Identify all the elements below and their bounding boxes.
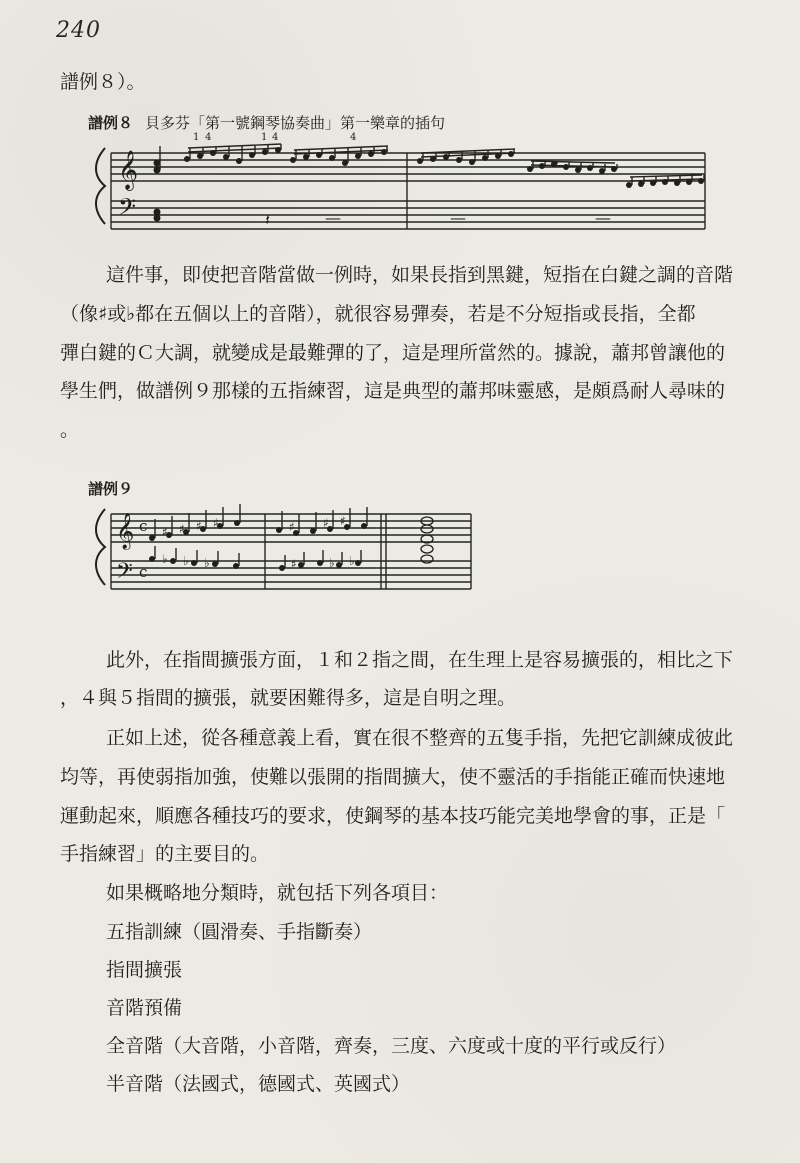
example-9-label: 譜例９ <box>88 480 134 498</box>
example-8-brace <box>96 148 105 224</box>
paragraph-1-line-2: （像♯或♭都在五個以上的音階），就很容易彈奏，若是不分短指或長指，全都 <box>60 303 696 325</box>
svg-text:♯: ♯ <box>162 525 168 539</box>
rest-1: 𝄽 <box>265 210 270 229</box>
fingering-3: 1 <box>261 132 268 143</box>
example-8-title: 貝多芬「第一號鋼琴協奏曲」第一樂章的插句 <box>145 114 446 132</box>
paragraph-2-line-1: 此外，在指間擴張方面，１和２指之間，在生理上是容易擴張的，相比之下 <box>106 649 734 671</box>
example-9-brace <box>96 509 105 585</box>
rest-2: — <box>325 208 341 227</box>
svg-text:♯: ♯ <box>323 516 329 530</box>
example-8-fingerings <box>193 132 356 143</box>
example-9-time-treble: c <box>139 517 148 535</box>
list-item-4: 全音階（大音階，小音階，齊奏，三度、六度或十度的平行或反行） <box>106 1035 677 1057</box>
list-item-2: 指間擴張 <box>106 959 183 981</box>
list-item-1: 五指訓練（圓滑奏、手指斷奏） <box>106 921 373 943</box>
fingering-5: 4 <box>350 132 357 143</box>
example-9-bass-clef: 𝄢 <box>116 559 133 589</box>
svg-text:♭: ♭ <box>204 556 210 570</box>
svg-text:♯: ♯ <box>196 519 202 533</box>
example-9-treble-clef: 𝄞 <box>116 513 135 549</box>
paragraph-3-line-1: 正如上述，從各種意義上看，實在很不整齊的五隻手指，先把它訓練成彼此 <box>106 727 734 749</box>
paragraph-1-line-1: 這件事，即使把音階當做一例時，如果長指到黑鍵，短指在白鍵之調的音階 <box>106 264 734 286</box>
paragraph-1-line-4: 學生們，做譜例９那樣的五指練習，這是典型的蕭邦味靈感，是頗爲耐人尋味的 <box>60 380 726 402</box>
svg-text:♯: ♯ <box>213 516 219 530</box>
fingering-1: 1 <box>193 132 200 143</box>
paragraph-4: 如果概略地分類時，就包括下列各項目： <box>106 882 449 904</box>
intro-line: 譜例８）。 <box>60 71 146 93</box>
example-8-bass-clef: 𝄢 <box>118 193 137 226</box>
paragraph-3-line-3: 運動起來，順應各種技巧的要求，使鋼琴的基本技巧能完美地學會的事，正是「 <box>60 805 726 827</box>
example-8-label: 譜例８ <box>88 114 134 132</box>
svg-text:♭: ♭ <box>183 554 189 568</box>
fingering-4: 4 <box>272 132 279 143</box>
fingering-2: 4 <box>205 132 212 143</box>
example-8-notes <box>154 144 705 229</box>
svg-text:♯: ♯ <box>291 557 297 571</box>
list-item-3: 音階預備 <box>106 997 183 1019</box>
svg-text:♭: ♭ <box>329 556 335 570</box>
paragraph-1-line-3: 彈白鍵的Ｃ大調，就變成是最難彈的了，這是理所當然的。據說，蕭邦曾讓他的 <box>60 342 726 364</box>
svg-text:♭: ♭ <box>349 554 355 568</box>
rest-3: — <box>450 208 466 227</box>
example-9-time-bass: c <box>139 563 148 581</box>
page-number: 240 <box>56 18 101 43</box>
list-item-5: 半音階（法國式，德國式、英國式） <box>106 1073 411 1095</box>
svg-text:♯: ♯ <box>340 514 346 528</box>
paragraph-3-line-2: 均等，再使弱指加強，使難以張開的指間擴大，使不靈活的手指能正確而快速地 <box>60 766 726 788</box>
paragraph-2-line-2: ，４與５指間的擴張，就要困難得多，這是自明之理。 <box>60 687 517 709</box>
example-8-bass-staff <box>111 201 705 229</box>
svg-text:♯: ♯ <box>289 520 295 534</box>
rest-4: — <box>595 208 611 227</box>
svg-text:♯: ♯ <box>179 522 185 536</box>
example-8-score <box>85 128 725 248</box>
paragraph-1-line-5: 。 <box>60 419 80 441</box>
paragraph-3-line-4: 手指練習」的主要目的。 <box>60 843 270 865</box>
svg-text:♭: ♭ <box>162 552 168 566</box>
example-9-score <box>85 493 495 603</box>
example-8-treble-clef: 𝄞 <box>118 150 139 190</box>
